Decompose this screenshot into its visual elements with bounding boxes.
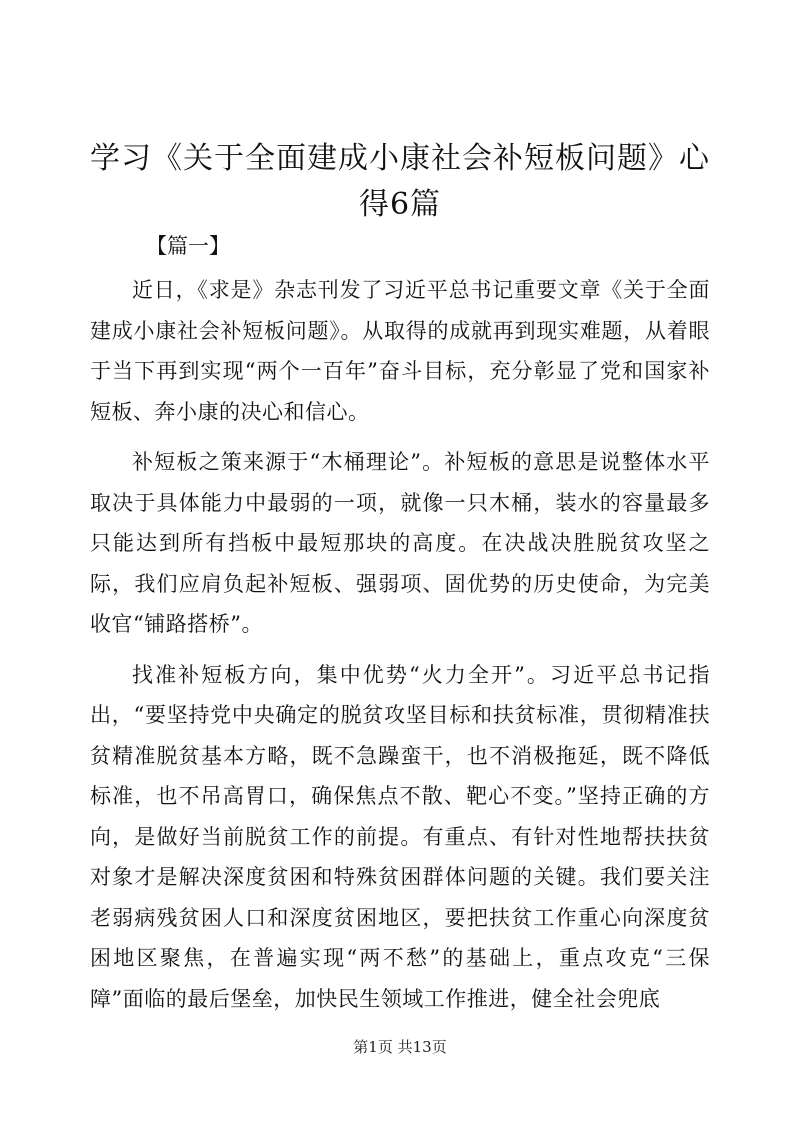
section-heading: 【篇一】 bbox=[146, 234, 230, 258]
paragraph-3: 找准补短板方向，集中优势“火力全开”。习近平总书记指出，“要坚持党中央确定的脱贫攻坚目标和扶贫标准，贯彻精准扶贫精准脱贫基本方略，既不急躁蛮干，也不消极拖延，既不降低标准，也不吊高胃口，确保焦点不散、靶心不变。”坚持正确的方向，是做好当前脱贫工作的前提。有重点、有针对性地帮扶扶贫对象才是解决深度贫困和特殊贫困群体问题的关键。我们要关注老弱病残贫困人口和深度贫困地区，要把扶贫工作重心向深度贫困地区聚焦，在普遍实现“两不愁”的基础上，重点攻克“三保障”面临的最后堡垒，加快民生领域工作推进，健全社会兜底 bbox=[90, 662, 710, 1011]
document-body bbox=[90, 270, 710, 1029]
paragraph-2: 补短板之策来源于“木桶理论”。补短板的意思是说整体水平取决于具体能力中最弱的一项，就像一只木桶，装水的容量最多只能达到所有挡板中最短那块的高度。在决战决胜脱贫攻坚之际，我们应肩负起补短板、强弱项、固优势的历史使命，为完美收官“铺路搭桥”。 bbox=[90, 450, 710, 636]
document-title: 学习《关于全面建成小康社会补短板问题》心得6篇 bbox=[90, 141, 710, 222]
paragraph-1: 近日，《求是》杂志刊发了习近平总书记重要文章《关于全面建成小康社会补短板问题》。从取得的成就再到现实难题，从着眼于当下再到实现“两个一百年”奋斗目标，充分彰显了党和国家补短板、奔小康的决心和信心。 bbox=[90, 278, 710, 424]
page-number-footer: 第1页 共13页 bbox=[353, 1038, 447, 1056]
